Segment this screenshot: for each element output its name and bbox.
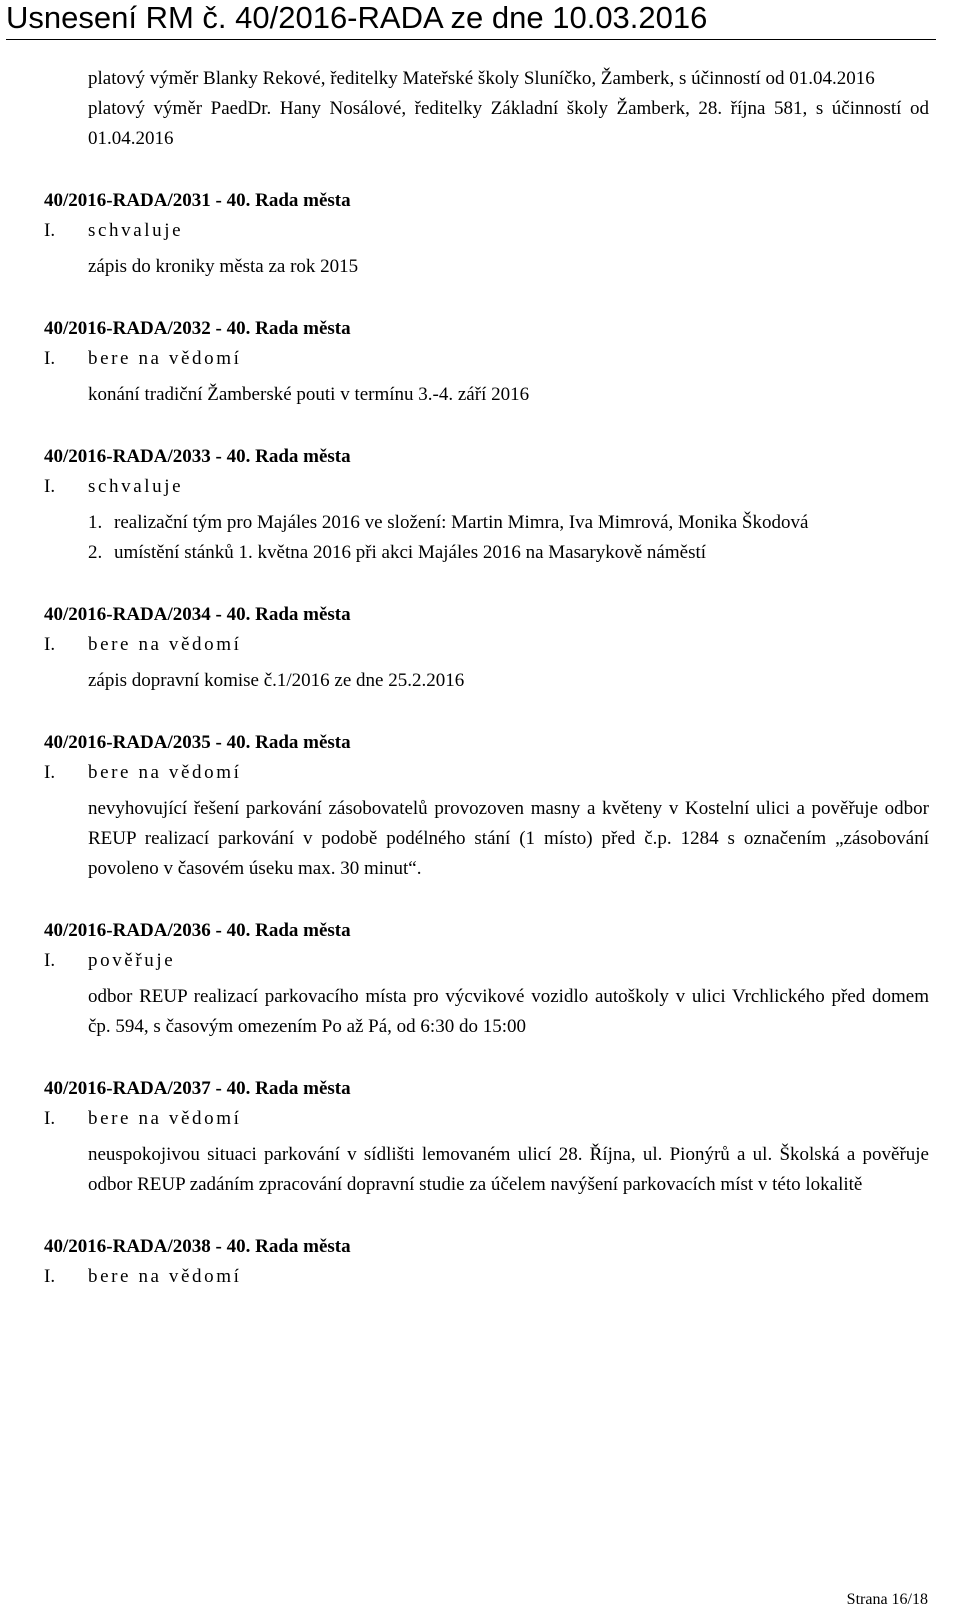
- resolution-body: [88, 1140, 929, 1200]
- resolution-body: [88, 982, 929, 1042]
- resolution-verb: bere na vědomí: [88, 1266, 242, 1287]
- resolution-numeral: I.: [44, 634, 56, 655]
- resolution-verb: bere na vědomí: [88, 634, 242, 655]
- resolution-numeral: I.: [44, 1108, 56, 1129]
- resolution: [44, 314, 929, 410]
- resolution-verb-line: [44, 472, 929, 502]
- resolution-numeral: I.: [44, 762, 56, 783]
- resolution-verb: schvaluje: [88, 220, 184, 241]
- header-rule: [6, 39, 936, 40]
- list-item: [88, 538, 929, 568]
- resolution: [44, 728, 929, 884]
- resolution-numeral: I.: [44, 220, 56, 241]
- resolution: [44, 186, 929, 282]
- resolution-verb: schvaluje: [88, 476, 184, 497]
- resolution-numeral: I.: [44, 476, 56, 497]
- resolution-heading: 40/2016-RADA/2032 - 40. Rada města: [44, 318, 351, 339]
- page-header: [6, 0, 946, 42]
- resolution-verb-line: [44, 630, 929, 660]
- resolution-numeral: I.: [44, 950, 56, 971]
- resolution-heading: 40/2016-RADA/2031 - 40. Rada města: [44, 190, 351, 211]
- resolution-text: zápis dopravní komise č.1/2016 ze dne 25.2.2016: [88, 670, 465, 691]
- resolution-heading: 40/2016-RADA/2036 - 40. Rada města: [44, 920, 351, 941]
- resolution-verb-line: [44, 1104, 929, 1134]
- page-number: Strana 16/18: [846, 1591, 928, 1608]
- resolution-body: [88, 508, 929, 568]
- resolution-body: [88, 380, 929, 410]
- resolution-text: neuspokojivou situaci parkování v sídlišti lemovaném ulicí 28. Října, ul. Pionýrů a ul. Školská a pověřuje odbor REUP zadáním zpracování dopravní studie za účelem navýšení parkovacích míst v této lokalitě: [88, 1144, 929, 1195]
- resolution-numeral: I.: [44, 1266, 56, 1287]
- resolution-heading: 40/2016-RADA/2035 - 40. Rada města: [44, 732, 351, 753]
- intro-line: platový výměr Blanky Rekové, ředitelky Mateřské školy Sluníčko, Žamberk, s účinností od 01.04.2016: [88, 68, 875, 89]
- item-text: umístění stánků 1. května 2016 při akci Majáles 2016 na Masarykově náměstí: [114, 542, 707, 563]
- resolution-verb: bere na vědomí: [88, 348, 242, 369]
- list-item: [88, 508, 929, 538]
- resolution-item-list: [88, 508, 929, 568]
- resolution-numeral: I.: [44, 348, 56, 369]
- resolution-text: nevyhovující řešení parkování zásobovatelů provozoven masny a květeny v Kostelní ulici a pověřuje odbor REUP realizací parkování v podobě podélného stání (1 místo) před č.p. 1284 s označením „zásobování povoleno v časovém úseku max. 30 minut“.: [88, 798, 929, 879]
- document-title: Usnesení RM č. 40/2016-RADA ze dne 10.03.2016: [6, 0, 708, 35]
- resolution-body: [88, 252, 929, 282]
- resolution-verb-line: [44, 344, 929, 374]
- resolution: [44, 600, 929, 696]
- resolution-heading: 40/2016-RADA/2033 - 40. Rada města: [44, 446, 351, 467]
- resolution-body: [88, 794, 929, 884]
- resolution: [44, 1232, 929, 1292]
- resolution-verb-line: [44, 946, 929, 976]
- resolution-verb: bere na vědomí: [88, 1108, 242, 1129]
- resolution-verb: pověřuje: [88, 950, 176, 971]
- resolution-text: odbor REUP realizací parkovacího místa pro výcvikové vozidlo autoškoly v ulici Vrchlického před domem čp. 594, s časovým omezením Po až Pá, od 6:30 do 15:00: [88, 986, 929, 1037]
- resolution-heading: 40/2016-RADA/2038 - 40. Rada města: [44, 1236, 351, 1257]
- resolution-text: konání tradiční Žamberské pouti v termínu 3.-4. září 2016: [88, 384, 530, 405]
- item-number: 1.: [88, 512, 103, 533]
- intro-line: platový výměr PaedDr. Hany Nosálové, ředitelky Základní školy Žamberk, 28. října 581, s účinností od 01.04.2016: [88, 98, 929, 149]
- document-body: [44, 64, 929, 1292]
- resolution-heading: 40/2016-RADA/2034 - 40. Rada města: [44, 604, 351, 625]
- resolution-heading: 40/2016-RADA/2037 - 40. Rada města: [44, 1078, 351, 1099]
- resolution: [44, 1074, 929, 1200]
- item-number: 2.: [88, 542, 103, 563]
- resolution-body: [88, 666, 929, 696]
- resolution-verb-line: [44, 216, 929, 246]
- item-text: realizační tým pro Majáles 2016 ve složení: Martin Mimra, Iva Mimrová, Monika Škodová: [114, 512, 809, 533]
- resolution-verb-line: [44, 1262, 929, 1292]
- resolution: [44, 442, 929, 568]
- resolution-verb-line: [44, 758, 929, 788]
- intro-block: [88, 64, 929, 154]
- resolution-verb: bere na vědomí: [88, 762, 242, 783]
- resolution: [44, 916, 929, 1042]
- resolution-text: zápis do kroniky města za rok 2015: [88, 256, 359, 277]
